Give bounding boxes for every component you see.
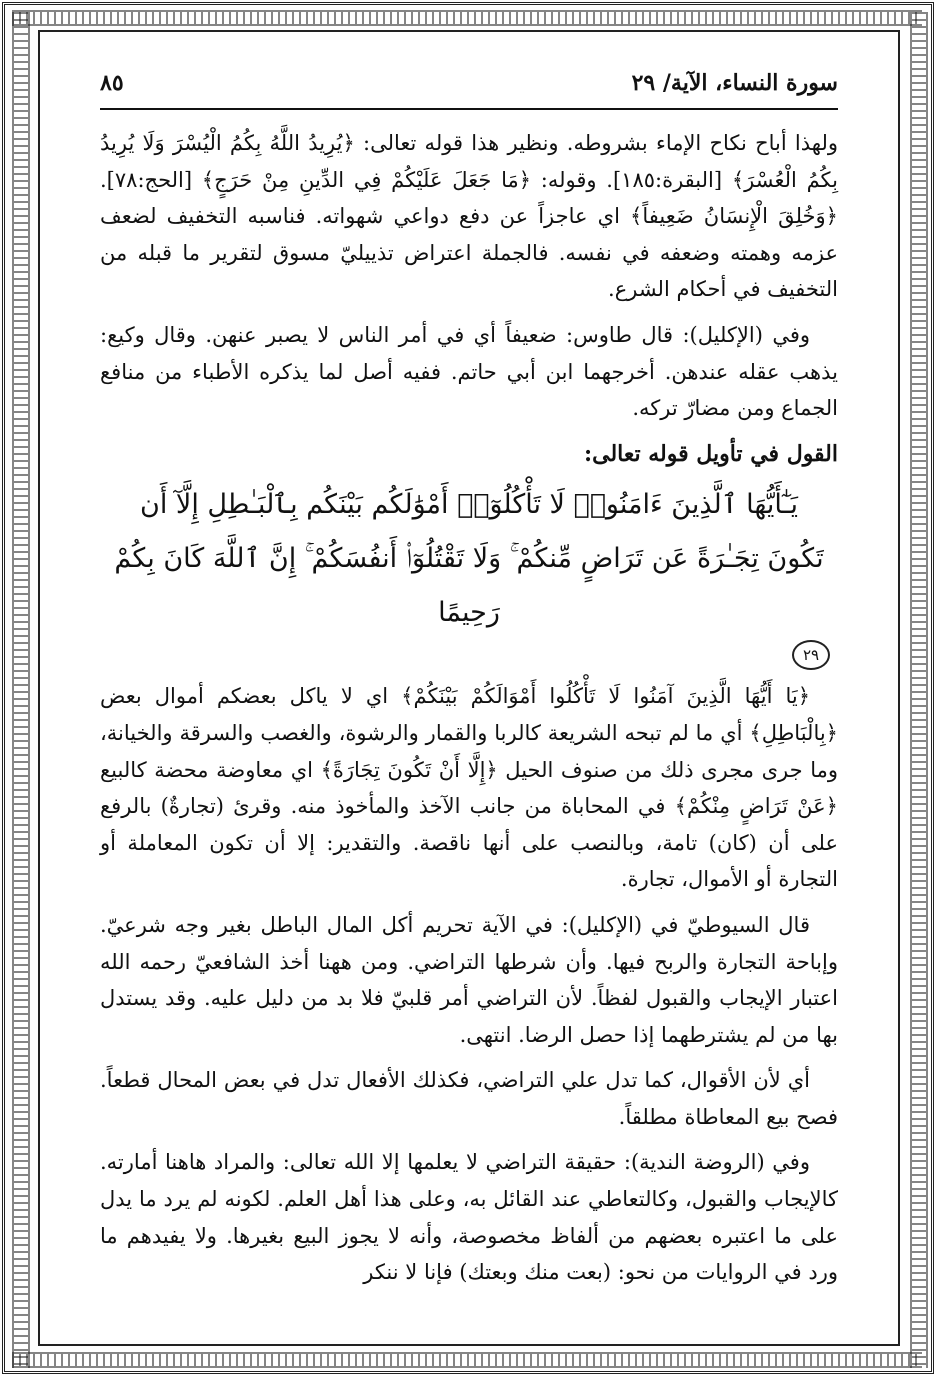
verse-line-2: تَكُونَ تِجَـٰرَةً عَن تَرَاضٍ مِّنكُمْ ۚ وَلَا تَقْتُلُوٓا۟ أَنفُسَكُمْ ۚ إِنَّ ٱللَّهَ كَانَ بِكُمْ رَحِيمًا ٢٩ <box>100 532 838 670</box>
page-body <box>100 125 838 1300</box>
paragraph-3: ﴿يَا أَيُّهَا الَّذِينَ آمَنُوا لَا تَأْكُلُوا أَمْوَالَكُمْ بَيْنَكُمْ﴾ اي لا ياكل بعضكم أموال بعض ﴿بِالْبَاطِلِ﴾ أي ما لم تبحه الشريعة كالربا والقمار والرشوة، والغصب والسرقة والخيانة، وما جرى مجرى ذلك من صنوف الحيل ﴿إِلَّا أَنْ تَكُونَ تِجَارَةً﴾ اي معاوضة محضة كالبيع ﴿عَنْ تَرَاضٍ مِنْكُمْ﴾ في المحاباة من جانب الآخذ والمأخوذ منه. وقرئ (تجارةٌ) بالرفع على أن (كان) تامة، وبالنصب على أنها ناقصة. والتقدير: إلا أن تكون المعاملة أو التجارة أو الأموال، تجارة. <box>100 684 838 892</box>
page-number: ٨٥ <box>100 70 124 96</box>
ayah-number-marker: ٢٩ <box>792 640 830 670</box>
paragraph-2: وفي (الإكليل): قال طاوس: ضعيفاً أي في أمر الناس لا يصبر عنهن. وقال وكيع: يذهب عقله عندهن. أخرجهما ابن أبي حاتم. ففيه أصل لما يذكره الأطباء من منافع الجماع ومن مضارّ تركه. <box>100 322 838 421</box>
surah-title: سورة النساء، الآية/ ٢٩ <box>631 70 838 96</box>
verse-line-1: يَـٰٓأَيُّهَا ٱلَّذِينَ ءَامَنُوا۟ لَا تَأْكُلُوٓا۟ أَمْوَٰلَكُم بَيْنَكُم بِٱلْبَـٰطِلِ إِلَّآ أَن <box>140 489 798 521</box>
ornamental-border-top <box>12 10 922 26</box>
ornamental-border-right <box>910 12 928 1368</box>
quran-verse <box>100 478 838 670</box>
section-heading: القول في تأويل قوله تعالى: <box>584 440 838 467</box>
paragraph-6: وفي (الروضة الندية): حقيقة التراضي لا يعلمها إلا الله تعالى: والمراد هاهنا أمارته. كالإيجاب والقبول، وكالتعاطي عند القائل به، وعلى هذا أهل العلم. لكونه لم يرد ما يدل على ما اعتبره بعضهم من ألفاظ مخصوصة، وأنه لا يجوز البيع بغيرها. ولا يفيدهم ما ورد في الروايات من نحو: (بعت منك وبعتك) فإنا لا ننكر <box>100 1150 838 1285</box>
paragraph-4: قال السيوطيّ في (الإكليل): في الآية تحريم أكل المال الباطل بغير وجه شرعيّ. وإباحة التجارة والربح فيها. وأن شرطها التراضي. ومن ههنا أخذ الشافعيّ رحمه الله اعتبار الإيجاب والقبول لفظاً. لأن التراضي أمر قلبيّ فلا بد من دليل عليه. وقد يستدل بها من لم يشترطهما إذا حصل الرضا. انتهى. <box>100 912 838 1047</box>
running-header <box>100 68 838 110</box>
paragraph-1: ولهذا أباح نكاح الإماء بشروطه. ونظير هذا قوله تعالى: ﴿يُرِيدُ اللَّهُ بِكُمُ الْيُسْرَ وَلَا يُرِيدُ بِكُمُ الْعُسْرَ﴾ [البقرة:١٨٥]. وقوله: ﴿مَا جَعَلَ عَلَيْكُمْ فِي الدِّينِ مِنْ حَرَجٍ﴾ [الحج:٧٨]. ﴿وَخُلِقَ الْإِنسَانُ ضَعِيفاً﴾ اي عاجزاً عن دفع دواعي شهواته. فناسبه التخفيف لضعف عزمه وهمته وضعفه في نفسه. فالجملة اعتراض تذييليّ مسوق لتقرير ما قبله من التخفيف في أحكام الشرع. <box>100 131 838 302</box>
paragraph-5: أي لأن الأقوال، كما تدل علي التراضي، فكذلك الأفعال تدل في بعض المحال قطعاً. فصح بيع المعاطاة مطلقاً. <box>100 1068 838 1129</box>
ornamental-border-left <box>12 12 30 1368</box>
ornamental-border-bottom <box>12 1352 922 1368</box>
